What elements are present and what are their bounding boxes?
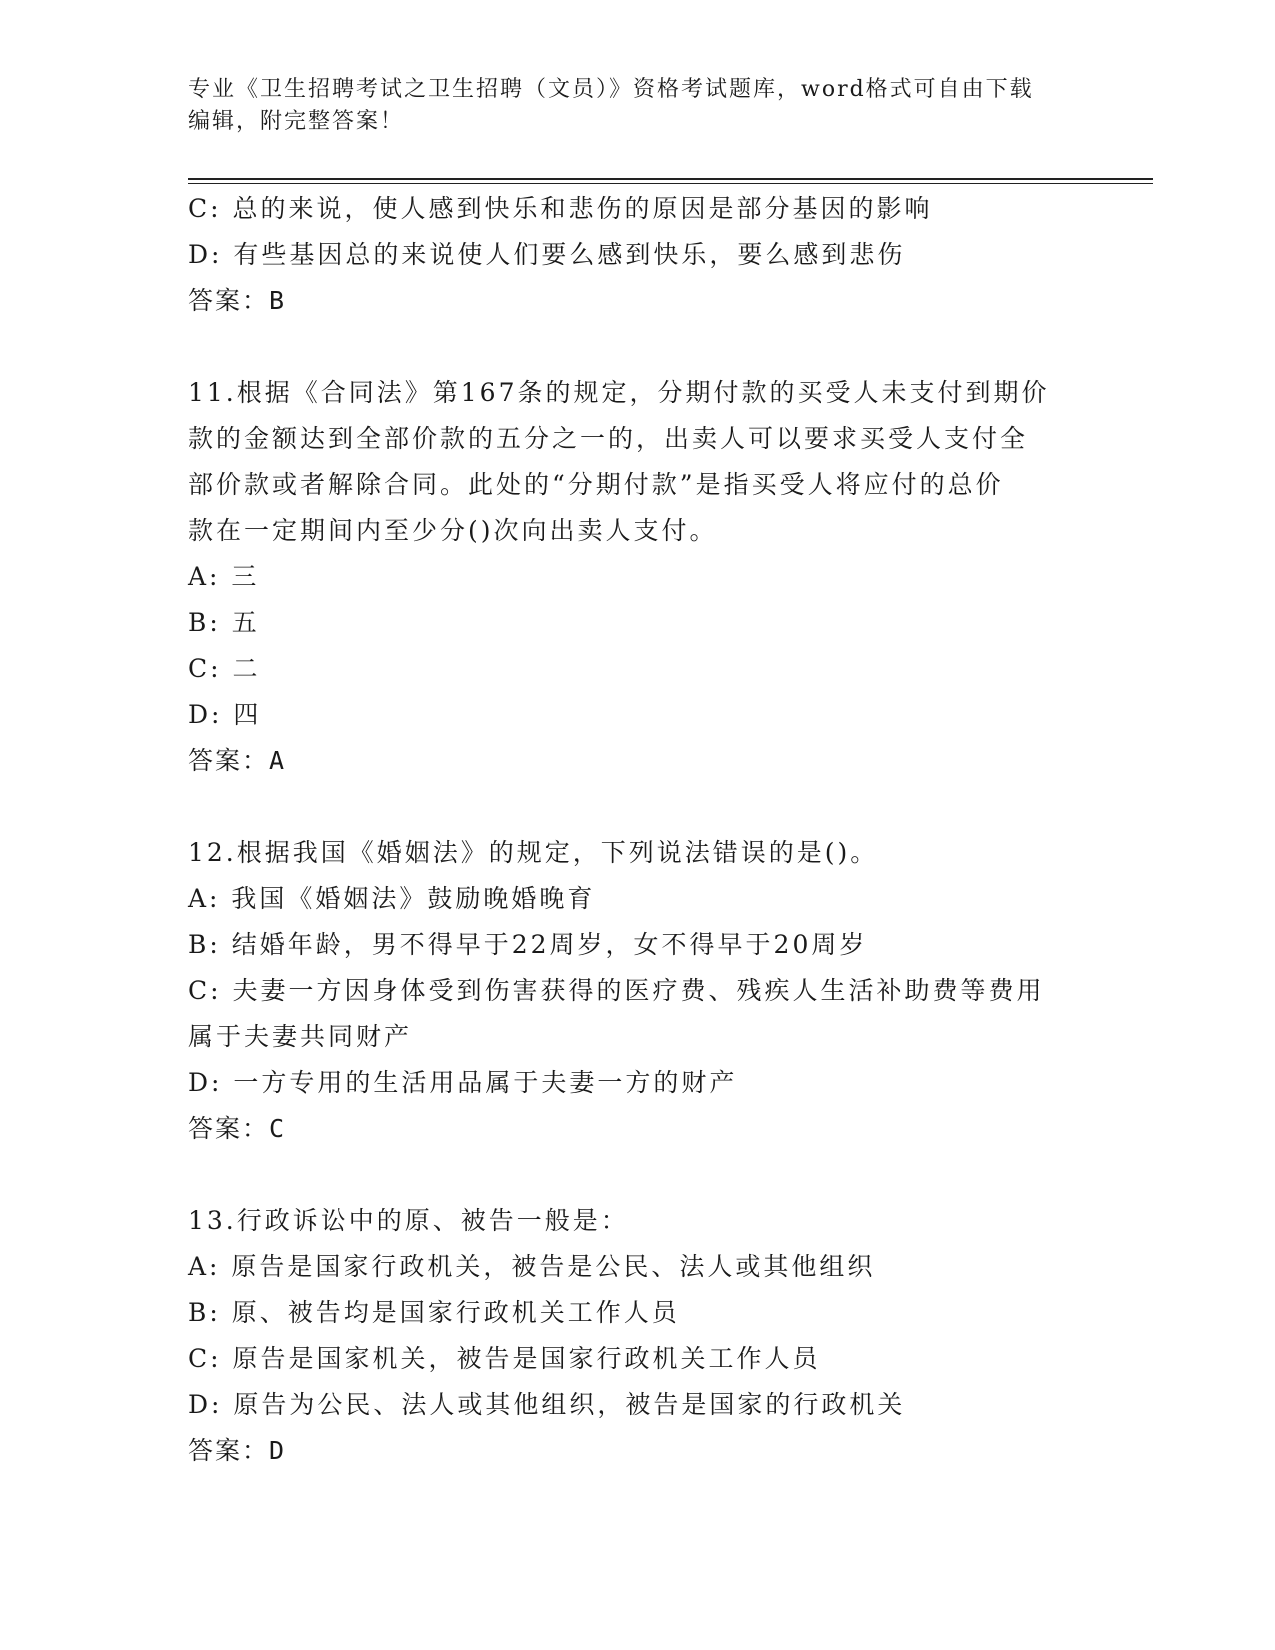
spacer bbox=[188, 784, 1088, 830]
answer-line bbox=[188, 738, 1088, 784]
answer-value: B bbox=[269, 286, 287, 315]
option-a: A: 我国《婚姻法》鼓励晚婚晚育 bbox=[188, 884, 596, 913]
header-line-1: 专业《卫生招聘考试之卫生招聘（文员）》资格考试题库，word格式可自由下载 bbox=[188, 77, 1034, 102]
answer-label: 答案： bbox=[188, 746, 270, 775]
answer-line bbox=[188, 1106, 1088, 1152]
header-divider-thick bbox=[188, 178, 1153, 180]
answer-label: 答案： bbox=[188, 286, 270, 315]
header-line-2: 编辑，附完整答案！ bbox=[188, 109, 405, 134]
answer-line bbox=[188, 278, 1088, 324]
document-header bbox=[188, 74, 1088, 138]
answer-label: 答案： bbox=[188, 1436, 270, 1465]
question-content bbox=[188, 186, 1088, 1474]
option-b: B: 原、被告均是国家行政机关工作人员 bbox=[188, 1298, 680, 1327]
option-b: B: 结婚年龄，男不得早于22周岁，女不得早于20周岁 bbox=[188, 930, 868, 959]
option-a: A: 原告是国家行政机关，被告是公民、法人或其他组织 bbox=[188, 1252, 876, 1281]
answer-value: C bbox=[269, 1114, 287, 1143]
option-d: D: 一方专用的生活用品属于夫妻一方的财产 bbox=[188, 1068, 738, 1097]
answer-value: A bbox=[269, 746, 287, 775]
answer-line bbox=[188, 1428, 1088, 1474]
option-c: C: 夫妻一方因身体受到伤害获得的医疗费、残疾人生活补助费等费用 bbox=[188, 976, 1045, 1005]
question-stem-line: 款的金额达到全部价款的五分之一的，出卖人可以要求买受人支付全 bbox=[188, 424, 1029, 453]
question-block-13 bbox=[188, 1198, 1088, 1474]
question-stem-line: 款在一定期间内至少分()次向出卖人支付。 bbox=[188, 516, 718, 545]
spacer bbox=[188, 324, 1088, 370]
option-c: C: 原告是国家机关，被告是国家行政机关工作人员 bbox=[188, 1344, 821, 1373]
question-stem-line: 11.根据《合同法》第167条的规定，分期付款的买受人未支付到期价 bbox=[188, 378, 1050, 407]
question-block-11 bbox=[188, 370, 1088, 784]
spacer bbox=[188, 1152, 1088, 1198]
option-d: D: 四 bbox=[188, 700, 262, 729]
option-c: C: 二 bbox=[188, 654, 261, 683]
option-c: C: 总的来说，使人感到快乐和悲伤的原因是部分基因的影响 bbox=[188, 194, 933, 223]
question-stem: 12.根据我国《婚姻法》的规定，下列说法错误的是()。 bbox=[188, 838, 879, 867]
option-a: A: 三 bbox=[188, 562, 260, 591]
question-block-prev bbox=[188, 186, 1088, 324]
option-b: B: 五 bbox=[188, 608, 260, 637]
option-d: D: 原告为公民、法人或其他组织，被告是国家的行政机关 bbox=[188, 1390, 906, 1419]
question-stem-line: 部价款或者解除合同。此处的“分期付款”是指买受人将应付的总价 bbox=[188, 470, 1004, 499]
question-stem: 13.行政诉讼中的原、被告一般是： bbox=[188, 1206, 629, 1235]
option-c-continued: 属于夫妻共同财产 bbox=[188, 1022, 413, 1051]
option-d: D: 有些基因总的来说使人们要么感到快乐，要么感到悲伤 bbox=[188, 240, 906, 269]
answer-value: D bbox=[269, 1436, 287, 1465]
answer-label: 答案： bbox=[188, 1114, 270, 1143]
header-divider-thin bbox=[188, 183, 1153, 184]
question-block-12 bbox=[188, 830, 1088, 1152]
